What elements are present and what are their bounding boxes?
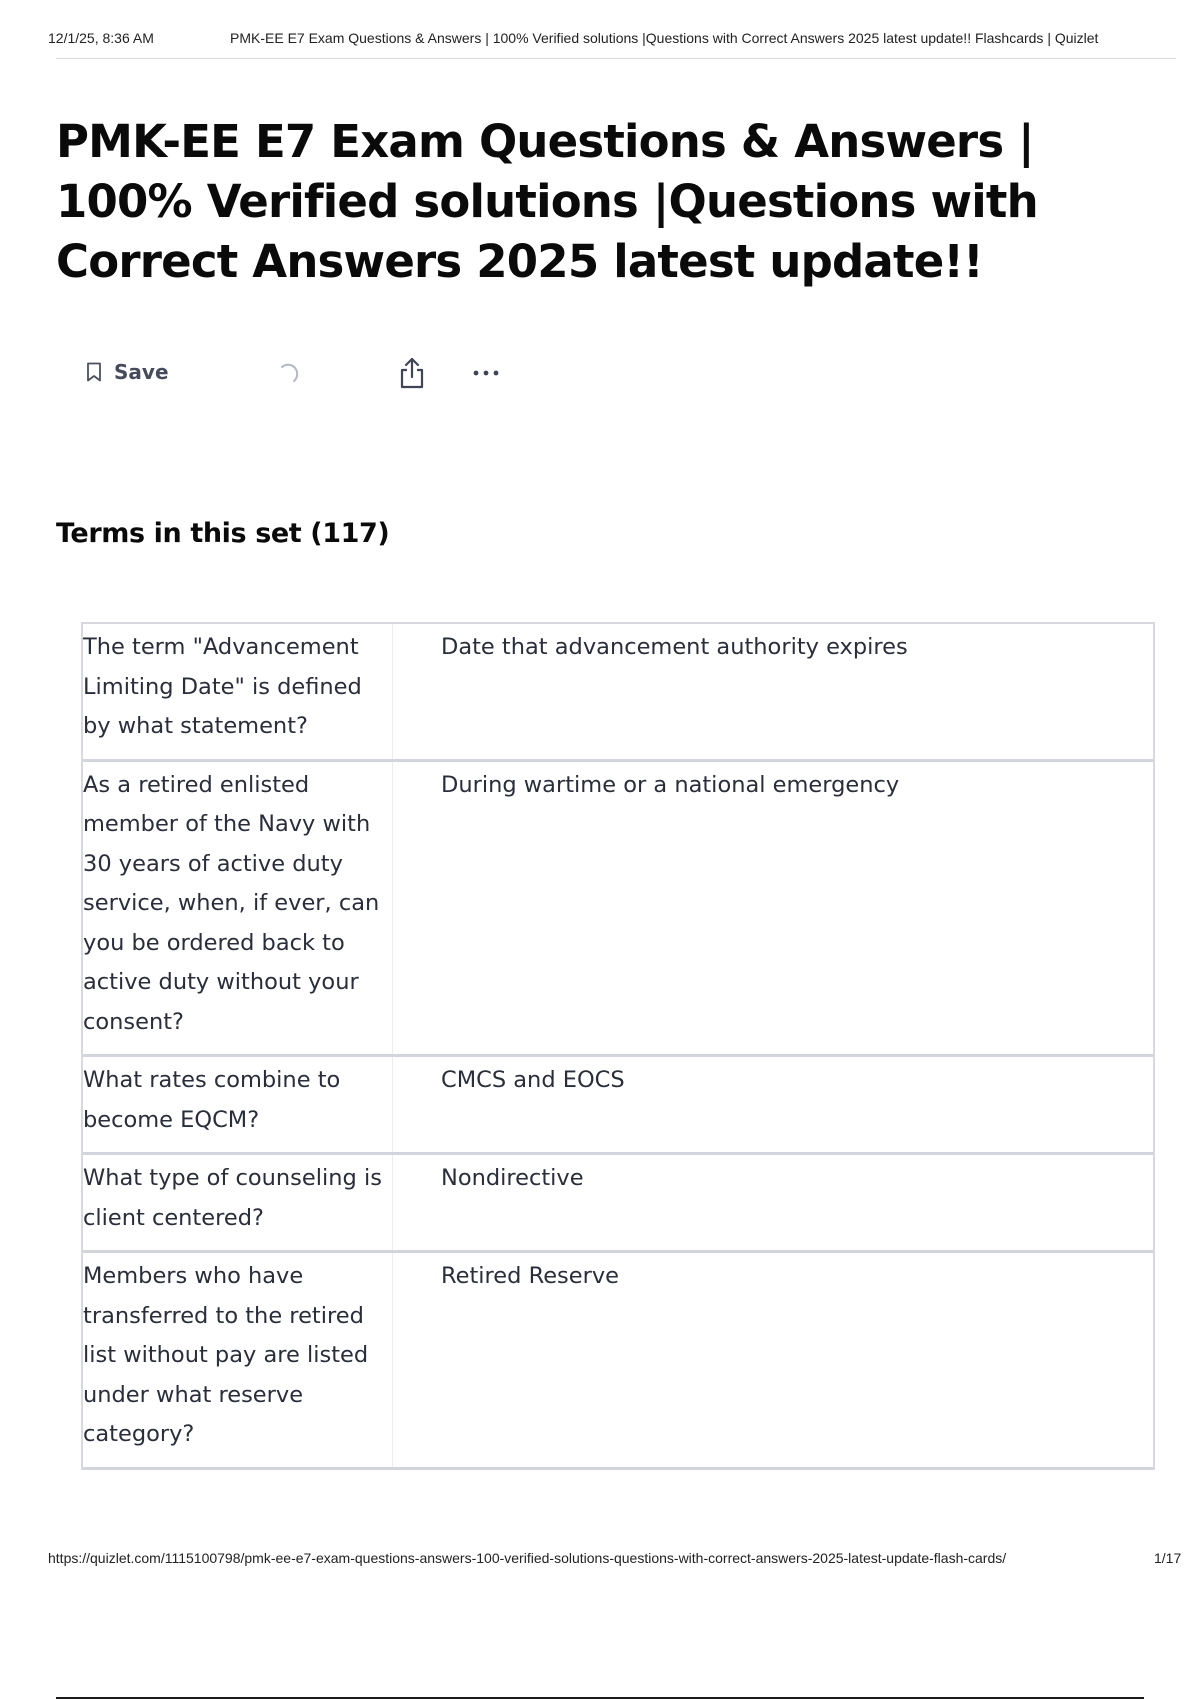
terms-heading: Terms in this set (117): [56, 518, 390, 549]
term-row: [83, 1155, 1153, 1253]
print-footer: [48, 1550, 1188, 1570]
share-button[interactable]: [396, 356, 428, 390]
print-document-title: PMK-EE E7 Exam Questions & Answers | 100% Verified solutions |Questions with Correct Answers 2025 latest update!! Flashcards | Quizlet: [230, 30, 1099, 46]
definition-text: Nondirective: [441, 1165, 584, 1191]
loading-icon: [276, 362, 300, 386]
print-header: [48, 28, 1140, 50]
share-icon: [396, 356, 428, 390]
print-url: https://quizlet.com/1115100798/pmk-ee-e7-exam-questions-answers-100-verified-solutions-questions-with-correct-answers-2025-latest-update-flash-cards/: [48, 1550, 1007, 1566]
definition-text: Date that advancement authority expires: [441, 634, 908, 660]
definition-text: Retired Reserve: [441, 1263, 620, 1289]
more-options-button[interactable]: [468, 360, 504, 386]
print-date: 12/1/25, 8:36 AM: [48, 30, 154, 46]
definition-text: CMCS and EOCS: [441, 1067, 625, 1093]
terms-table: [81, 622, 1155, 1470]
definition-text: During wartime or a national emergency: [441, 771, 900, 798]
term-text: As a retired enlisted member of the Navy with 30 years of active duty service, when, if ever, can you be ordered back to active duty without your consent?: [83, 762, 393, 1055]
set-toolbar: [86, 356, 526, 396]
bookmark-icon: [86, 362, 102, 382]
more-icon: [468, 360, 504, 386]
term-text: Members who have transferred to the retired list without pay are listed under what reserve category?: [83, 1253, 393, 1467]
page-title: PMK-EE E7 Exam Questions & Answers | 100% Verified solutions |Questions with Correct Answers 2025 latest update!!: [56, 115, 1038, 288]
term-text: The term "Advancement Limiting Date" is defined by what statement?: [83, 624, 393, 759]
term-row: [83, 1057, 1153, 1155]
term-row: [83, 624, 1153, 762]
bottom-divider: [56, 1697, 1144, 1699]
page-number: 1/17: [1154, 1550, 1182, 1566]
save-label: Save: [114, 360, 169, 384]
header-divider: [56, 58, 1176, 59]
term-text: What type of counseling is client centered?: [83, 1155, 393, 1250]
term-text: What rates combine to become EQCM?: [83, 1057, 393, 1152]
save-button[interactable]: [86, 360, 169, 384]
term-row: [83, 1253, 1153, 1470]
term-row: [83, 762, 1153, 1058]
